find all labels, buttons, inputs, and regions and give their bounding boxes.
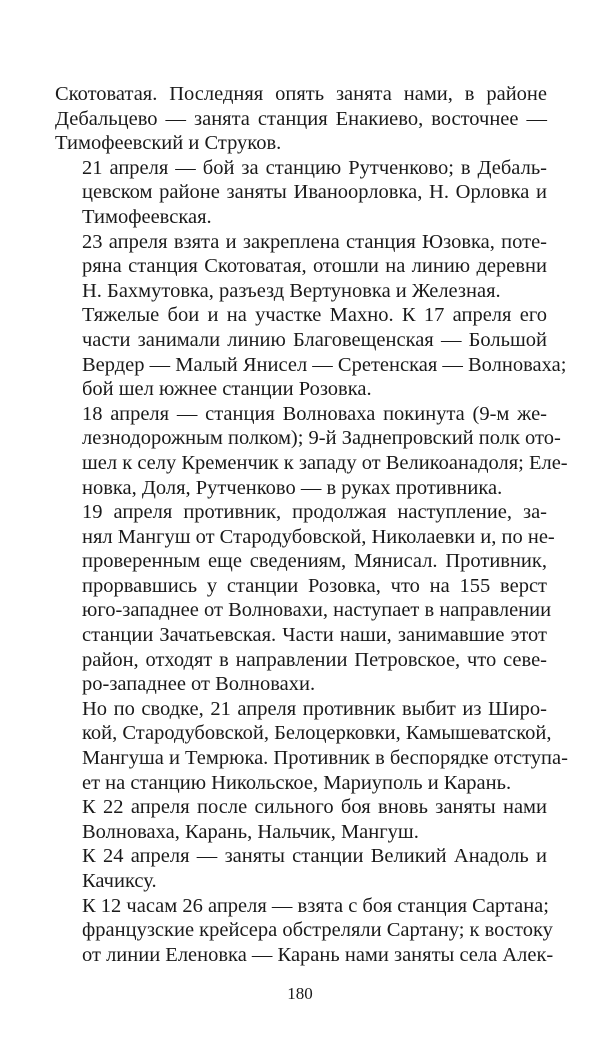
text-line: Волноваха, Карань, Нальчик, Мангуш.	[82, 820, 419, 843]
text-line: район, отходят в направлении Петровское, что севе-	[82, 648, 547, 671]
text-line: цевском районе заняты Иваноорловка, Н. Орловка и	[82, 181, 547, 204]
text-line: Тимофеевская.	[82, 205, 212, 228]
paragraph	[55, 844, 547, 893]
text-line: 18 апреля — станция Волноваха покинута (9-м же-	[82, 402, 547, 425]
text-line: К 24 апреля — заняты станции Великий Анадоль и	[82, 845, 547, 868]
text-line: ряна станция Скотоватая, отошли на линию деревни	[82, 255, 547, 278]
text-line: станции Зачатьевская. Части наши, занимавшие этот	[82, 624, 547, 647]
text-line: ет на станцию Никольское, Мариуполь и Карань.	[82, 771, 512, 794]
text-line: Вердер — Малый Янисел — Сретенская — Волноваха;	[82, 353, 567, 376]
text-line: прорвавшись у станции Розовка, что на 155 верст	[82, 574, 547, 597]
text-line: лезнодорожным полком); 9-й Заднепровский полк ото-	[82, 427, 561, 450]
text-line: бой шел южнее станции Розовка.	[82, 378, 372, 401]
text-line: шел к селу Кременчик к западу от Великоанадоля; Еле-	[82, 451, 568, 474]
paragraph	[55, 894, 554, 968]
text-line: Но по сводке, 21 апреля противник выбит из Широ-	[82, 697, 547, 720]
text-line: части занимали линию Благовещенская — Большой	[82, 328, 547, 351]
page-body	[55, 82, 568, 967]
text-line: проверенным еще сведениям, Мянисал. Противник,	[82, 550, 547, 573]
text-line: Тяжелые бои и на участке Махно. К 17 апреля его	[82, 304, 547, 327]
text-line: нял Мангуш от Стародубовской, Николаевки и, по не-	[82, 525, 555, 548]
text-line: кой, Стародубовской, Белоцерковки, Камышеватской,	[82, 722, 552, 745]
paragraph	[55, 303, 567, 401]
paragraph	[55, 500, 555, 697]
text-line: Мангуша и Темрюка. Противник в беспорядке отступа-	[82, 747, 568, 770]
paragraph	[55, 230, 547, 304]
text-line: 19 апреля противник, продолжая наступление, за-	[82, 501, 547, 524]
paragraph	[55, 82, 547, 156]
text-line: К 12 часам 26 апреля — взята с боя станция Сартана;	[82, 894, 549, 917]
text-line: от линии Еленовка — Карань нами заняты села Алек-	[82, 943, 554, 966]
page-number: 180	[287, 984, 313, 1003]
text-line: К 22 апреля после сильного боя вновь заняты нами	[82, 796, 547, 819]
text-line: Н. Бахмутовка, разъезд Вертуновка и Железная.	[82, 279, 501, 302]
text-line: Скотоватая. Последняя опять занята нами, в районе	[55, 83, 547, 105]
text-line: ро-западнее от Волновахи.	[82, 673, 316, 696]
paragraph	[55, 402, 568, 500]
paragraph	[55, 697, 568, 795]
paragraph	[55, 156, 547, 230]
text-line: 21 апреля — бой за станцию Рутченково; в Дебаль-	[82, 156, 547, 179]
text-line: новка, Доля, Рутченково — в руках противника.	[82, 476, 503, 499]
text-line: французские крейсера обстреляли Сартану; к востоку	[82, 919, 553, 942]
text-line: 23 апреля взята и закреплена станция Юзовка, поте-	[82, 230, 547, 253]
text-line: Дебальцево — занята станция Енакиево, восточнее —	[55, 107, 547, 130]
paragraph	[55, 795, 547, 844]
text-line: Тимофеевский и Струков.	[55, 132, 282, 155]
text-line: Качиксу.	[82, 870, 157, 892]
text-line: юго-западнее от Волновахи, наступает в направлении	[82, 599, 552, 622]
